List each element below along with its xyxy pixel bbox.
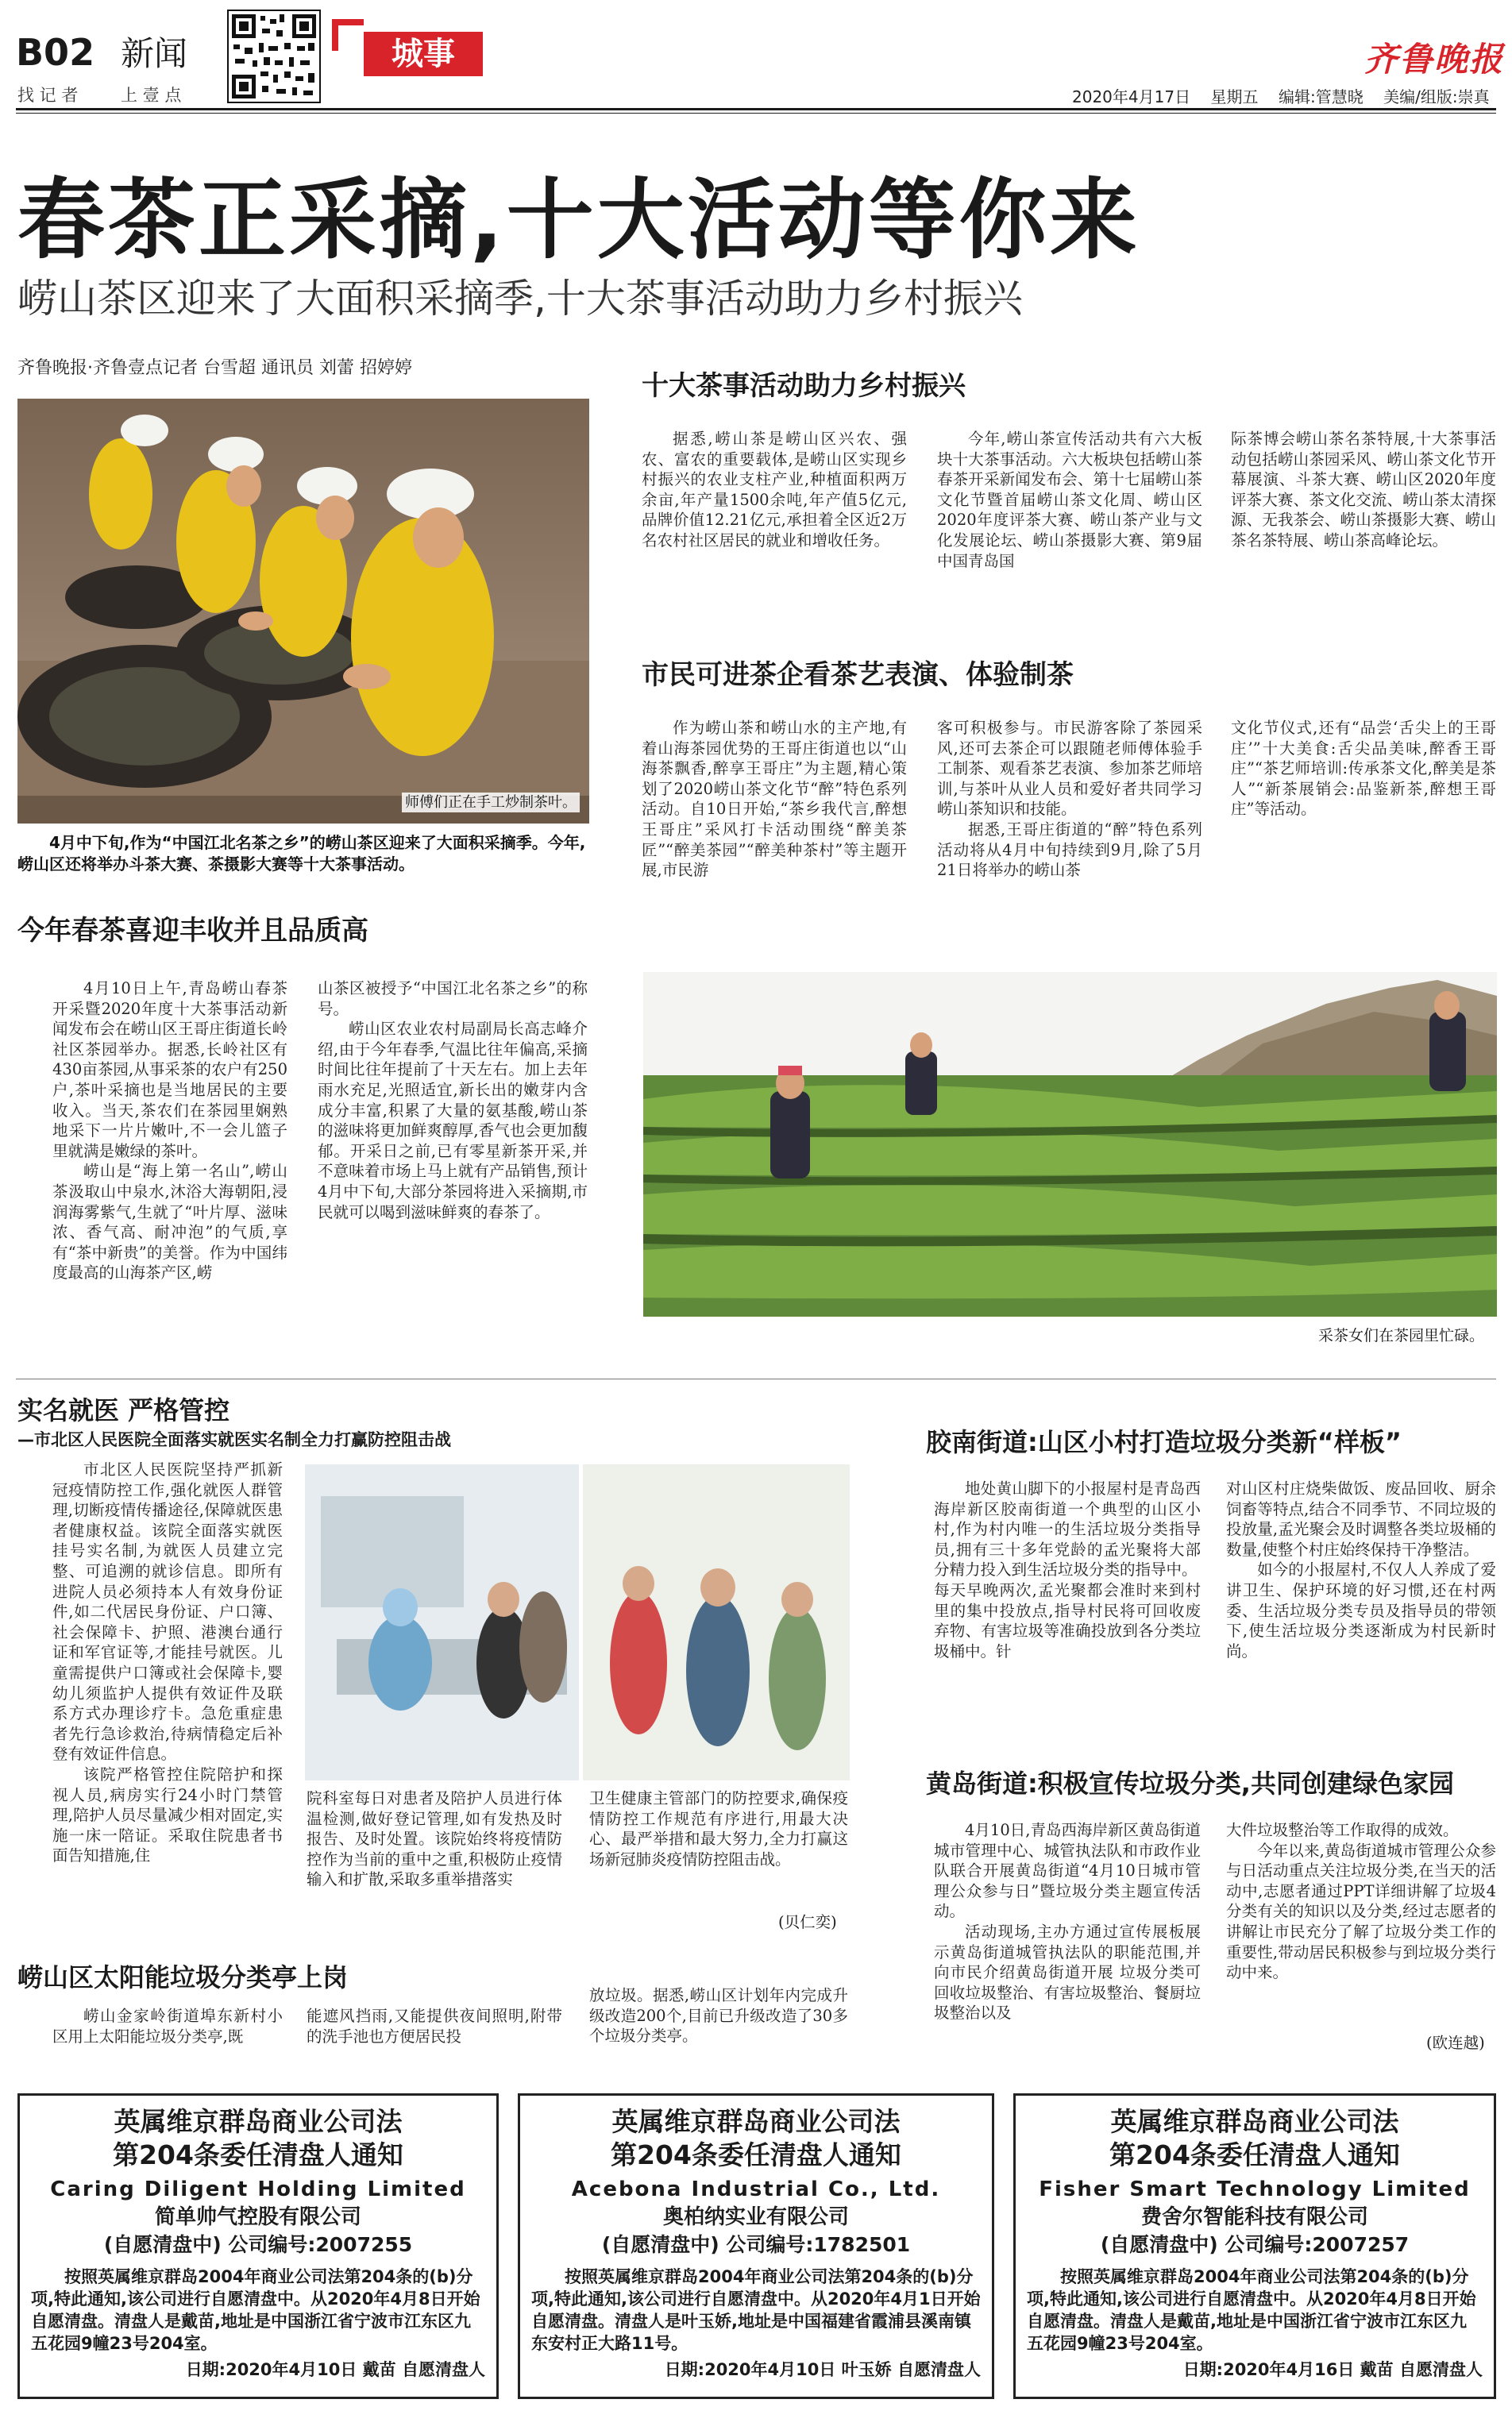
sec3-col1a-text: 4月10日上午,青岛崂山春茶开采暨2020年度十大茶事活动新闻发布会在崂山区王哥庄街道长岭社区茶园举办。据悉,长岭社区有430亩茶园,从事采茶的农户有250户,茶叶采摘也是当地居民的主要收入。当天,茶农们在茶园里娴熟地采下一片片嫩叶,不一会儿篮子里就满是嫩绿的茶叶。 [52,979,287,1160]
sec5-col1-text: 崂山金家岭街道埠东新村小区用上太阳能垃圾分类亭,既 [52,2007,283,2046]
notice-3-en-name: Fisher Smart Technology Limited [1039,2177,1471,2201]
notice-3-title1: 英属维京群岛商业公司法 [1110,2106,1399,2137]
notice-3-cn-name: 费舍尔智能科技有限公司 [1140,2205,1368,2229]
photo-tea-frying [17,399,589,824]
notice-2-title1: 英属维京群岛商业公司法 [611,2106,901,2137]
notice-2-cn-name: 奥柏纳实业有限公司 [662,2205,849,2229]
sec3-col2b-text: 崂山区农业农村局副局长高志峰介绍,由于今年春季,气温比往年偏高,采摘时间比往年提前了十天左右。加上去年雨水充足,光照适宜,新长出的嫩芽内含成分丰富,积累了大量的氨基酸,崂山茶的滋味将更加鲜爽醇厚,香气也会更加馥郁。开采日之前,已有零星新茶开采,并不意味着市场上马上就有产品销售,预计4月中下旬,大部分茶园将进入采摘期,市民就可以喝到滋味鲜爽的春茶了。 [318,1020,588,1221]
sec1-col3 [1231,429,1496,627]
notice-3-date: 日期:2020年4月16日 戴苗 自愿清盘人 [1182,2360,1483,2379]
brand-logo: 齐鲁晚报 [1364,40,1505,79]
sec2-heading: 市民可进茶企看茶艺表演、体验制茶 [642,659,1074,691]
sec3-heading: 今年春茶喜迎丰收并且品质高 [17,915,368,947]
sec1-col2-text: 今年,崂山茶宣传活动共有六大板块十大茶事活动。六大板块包括崂山茶春茶开采新闻发布会、第十七届崂山茶文化节暨首届崂山茶文化周、崂山区2020年度评茶大赛、崂山茶产业与文化发展论坛、崂山茶摄影大赛、第9届中国青岛国 [937,430,1202,570]
sec6-col1b-text: 每天早晚两次,孟光聚都会准时来到村里的集中投放点,指导村民将可回收废弃物、有害垃圾等准确投放到各分类垃圾桶中。针 [934,1580,1201,1661]
photo-tea-garden [643,972,1497,1317]
notice-1-cn-name: 简单帅气控股有限公司 [154,2205,361,2229]
sec1-col1-text: 据悉,崂山茶是崂山区兴农、强农、富农的重要载体,是崂山区实现乡村振兴的农业支柱产业,种植面积两万余亩,年产量1500余吨,年产值5亿元,品牌价值12.21亿元,承担着全区近2万名农村社区居民的就业和增收任务。 [642,430,907,550]
sec4-col1-text: 市北区人民医院坚持严抓新冠疫情防控工作,强化就医人群管理,切断疫情传播途径,保障就医患者健康权益。该院全面落实就医挂号实名制,为就医人员建立完整、可追溯的就诊信息。即所有进院人员必须持本人有效身份证件,如二代居民身份证、户口簿、社会保障卡、护照、港澳台通行证和军官证等,才能挂号就医。儿童需提供户口簿或社会保障卡,婴幼儿须监护人提供有效证件及联系方式办理诊疗卡。急危重症患者先行急诊救治,待病情稳定后补登有效证件信息。 [52,1460,283,1764]
notice-3-body: 按照英属维京群岛2004年商业公司法第204条的(b)分项,特此通知,该公司进行自愿清盘中。从2020年4月8日开始自愿清盘。清盘人是戴苗,地址是中国浙江省宁波市江东区九五花园9幢23号204室。 [1027,2267,1476,2353]
notice-2-title2: 第204条委任清盘人通知 [611,2139,901,2170]
sec2-col3 [1231,718,1496,877]
photo-hospital [305,1464,850,1780]
sec4-col3-text: 卫生健康主管部门的防控要求,确保疫情防控工作规范有序进行,用最大决心、最严举措和最大努力,全力打赢这场新冠肺炎疫情防控阻击战。 [589,1789,848,1869]
contact-left: 找 记 者 [17,86,79,105]
sec4-col2 [307,1788,562,1979]
sec4-subheading: —市北区人民医院全面落实就医实名制全力打赢防控阻击战 [17,1430,451,1449]
sec3-col2 [318,978,588,1340]
section-tag [332,19,511,89]
notice-3-title2: 第204条委任清盘人通知 [1109,2139,1400,2170]
notice-2 [518,2093,994,2399]
sec6-col2 [1226,1479,1496,1725]
sec6-col2a-text: 对山区村庄烧柴做饭、废品回收、厨余饲畜等特点,结合不同季节、不同垃圾的投放量,孟光聚会及时调整各类垃圾桶的数量,使整个村庄始终保持干净整洁。 [1226,1479,1496,1559]
sec2-col2-text: 客可积极参与。市民游客除了茶园采风,还可去茶企可以跟随老师傅体验手工制茶、观看茶艺表演、参加茶艺师培训,与茶叶从业人员和爱好者共同学习崂山茶知识和技能。 [937,719,1202,819]
sec7-author: (欧连越) [1426,2034,1485,2052]
sec1-col1 [642,429,907,627]
sec4-col1 [52,1460,283,1976]
sec3-col1b-text: 崂山是“海上第一名山”,崂山茶汲取山中泉水,沐浴大海朝阳,浸润海雾紫气,生就了“叶片厚、滋味浓、香气高、耐冲泡”的气质,享有“茶中新贵”的美誉。作为中国纬度最高的山海茶产区,崂 [52,1162,287,1283]
notice-1-date: 日期:2020年4月10日 戴苗 自愿清盘人 [185,2360,485,2379]
notice-2-body: 按照英属维京群岛2004年商业公司法第204条的(b)分项,特此通知,该公司进行自愿清盘中。从2020年4月1日开始自愿清盘。清盘人是叶玉娇,地址是中国福建省霞浦县溪南镇东安村正大路11号。 [531,2267,981,2353]
photo2-caption: 采茶女们在茶园里忙碌。 [1318,1327,1485,1344]
sec5-col1 [52,2006,283,2050]
sec2-col2 [937,718,1202,980]
masthead-info [1072,84,1490,107]
notice-3 [1013,2093,1496,2399]
sec7-col2b-text: 今年以来,黄岛街道城市管理公众参与日活动重点关注垃圾分类,在当天的活动中,志愿者通过PPT详细讲解了垃圾4分类有关的知识以及分类,经过志愿者的讲解让市民充分了解了垃圾分类工作的重要性,带动居民积极参与到垃圾分类行动中来。 [1226,1841,1496,1982]
sec4-col1b-text: 该院严格管控住院陪护和探视人员,病房实行24小时门禁管理,陪护人员尽量减少相对固定,实施一床一陪证。采取住院患者书面告知措施,住 [52,1765,283,1865]
sec1-col2 [937,429,1202,627]
sec4-heading: 实名就医 严格管控 [17,1395,230,1425]
sec5-col2 [307,2006,562,2050]
notice-2-date: 日期:2020年4月10日 叶玉娇 自愿清盘人 [664,2360,981,2379]
sec7-col2a-text: 大件垃圾整治等工作取得的成效。 [1226,1821,1459,1839]
sec5-heading: 崂山区太阳能垃圾分类亭上岗 [17,1962,349,1992]
sec5-col3-text: 放垃圾。据悉,崂山区计划年内完成升级改造200个,目前已升级改造了30多个垃圾分类亭。 [589,1986,848,2046]
headline-subtitle: 崂山茶区迎来了大面积采摘季,十大茶事活动助力乡村振兴 [17,276,1023,322]
sec7-col2 [1226,1820,1496,2050]
notice-2-company-no: (自愿清盘中) 公司编号:1782501 [601,2233,911,2256]
sec1-heading: 十大茶事活动助力乡村振兴 [642,370,966,402]
sec1-col3-text: 际茶博会崂山茶名茶特展,十大茶事活动包括崂山茶园采风、崂山茶文化节开幕展演、斗茶大赛、崂山区2020年度评茶大赛、茶文化交流、崂山茶太清探源、无我茶会、崂山茶摄影大赛、崂山茶名茶特展、崂山茶高峰论坛。 [1231,430,1496,550]
sec4-author: (贝仁奕) [778,1913,837,1931]
sec2-col2b-text: 据悉,王哥庄街道的“醉”特色系列活动将从4月中旬持续到9月,除了5月21日将举办的崂山茶 [937,820,1202,880]
notice-1 [17,2093,499,2399]
section-tag-label: 城事 [364,32,483,76]
sec2-col1 [642,718,907,940]
sec3-col1 [52,978,287,1340]
sec2-col1-text: 作为崂山茶和崂山水的主产地,有着山海茶园优势的王哥庄街道也以“山海茶飘香,醉享王哥庄”为主题,精心策划了2020崂山茶文化节“醉”特色系列活动。自10日开始,“茶乡我代言,醉想王哥庄”采风打卡活动围绕“醉美茶匠”“醉美茶园”“醉美种茶村”等主题开展,市民游 [642,719,907,880]
notice-1-title2: 第204条委任清盘人通知 [113,2139,403,2170]
photo1-caption: 4月中下旬,作为“中国江北名茶之乡”的崂山茶区迎来了大面积采摘季。今年,崂山区还将举办斗茶大赛、茶摄影大赛等十大茶事活动。 [17,833,586,874]
headline-title: 春茶正采摘,十大活动等你来 [17,169,1140,271]
masthead-rule-thin [16,113,1496,114]
qr-code [227,10,321,103]
editor: 编辑:管慧晓 [1278,87,1364,106]
photo1-inner-caption: 师傅们正在手工炒制茶叶。 [402,793,580,812]
sec6-col1a-text: 地处黄山脚下的小报屋村是青岛西海岸新区胶南街道一个典型的山区小村,作为村内唯一的生活垃圾分类指导员,拥有三十多年党龄的孟光聚将大部分精力投入到生活垃圾分类的指导中。 [934,1479,1201,1580]
contact-mid: 上 壹 点 [121,86,182,105]
sec6-col2b-text: 如今的小报屋村,不仅人人养成了爱讲卫生、保护环境的好习惯,还在村两委、生活垃圾分类专员及指导员的带领下,使生活垃圾分类逐渐成为村民新时尚。 [1226,1560,1496,1661]
page-number: B02 [16,31,95,74]
issue-date: 2020年4月17日 [1072,87,1191,106]
notice-1-company-no: (自愿清盘中) 公司编号:2007255 [103,2233,413,2256]
notice-2-en-name: Acebona Industrial Co., Ltd. [571,2177,941,2201]
sec4-col2-text: 院科室每日对患者及陪护人员进行体温检测,做好登记管理,如有发热及时报告、及时处置。该院始终将疫情防控作为当前的重中之重,积极防止疫情输入和扩散,采取多重举措落实 [307,1789,562,1889]
byline: 齐鲁晚报·齐鲁壹点记者 台雪超 通讯员 刘蕾 招婷婷 [17,358,412,378]
sec7-heading: 黄岛街道:积极宣传垃圾分类,共同创建绿色家园 [926,1769,1454,1799]
issue-weekday: 星期五 [1210,87,1259,106]
section-name: 新闻 [121,34,188,73]
sec3-col2a-text: 山茶区被授予“中国江北名茶之乡”的称号。 [318,979,588,1018]
sec7-col1b-text: 活动现场,主办方通过宣传展板展示黄岛街道城管执法队的职能范围,并向市民介绍黄岛街道开展 垃圾分类可回收垃圾整治、有害垃圾整治、餐厨垃圾整治以及 [934,1922,1201,2023]
notice-1-en-name: Caring Diligent Holding Limited [50,2177,466,2201]
sec7-col1 [934,1820,1201,2050]
notice-1-body: 按照英属维京群岛2004年商业公司法第204条的(b)分项,特此通知,该公司进行自愿清盘中。从2020年4月8日开始自愿清盘。清盘人是戴苗,地址是中国浙江省宁波市江东区九五花园9幢23号204室。 [31,2267,480,2353]
sec5-col3 [589,1985,848,2050]
designer: 美编/组版:崇真 [1383,87,1490,106]
sec6-heading: 胶南街道:山区小村打造垃圾分类新“样板” [926,1427,1402,1457]
notice-1-title1: 英属维京群岛商业公司法 [114,2106,403,2137]
sec6-col1 [934,1479,1201,1725]
sec7-col1a-text: 4月10日,青岛西海岸新区黄岛街道城市管理中心、城管执法队和市政作业队联合开展黄岛街道“4月10日城市管理公众参与日”暨垃圾分类主题宣传活动。 [934,1821,1201,1921]
notice-3-company-no: (自愿清盘中) 公司编号:2007257 [1100,2233,1410,2256]
masthead-rule [16,108,1496,110]
sec5-col2-text: 能遮风挡雨,又能提供夜间照明,附带的洗手池也方便居民投 [307,2007,562,2046]
sec2-col3-text: 文化节仪式,还有“品尝‘舌尖上的王哥庄’”十大美食:舌尖品美味,醉香王哥庄”“茶艺师培训:传承茶文化,醉美是茶人”“新茶展销会:品鉴新茶,醉想王哥庄”等活动。 [1231,719,1496,819]
